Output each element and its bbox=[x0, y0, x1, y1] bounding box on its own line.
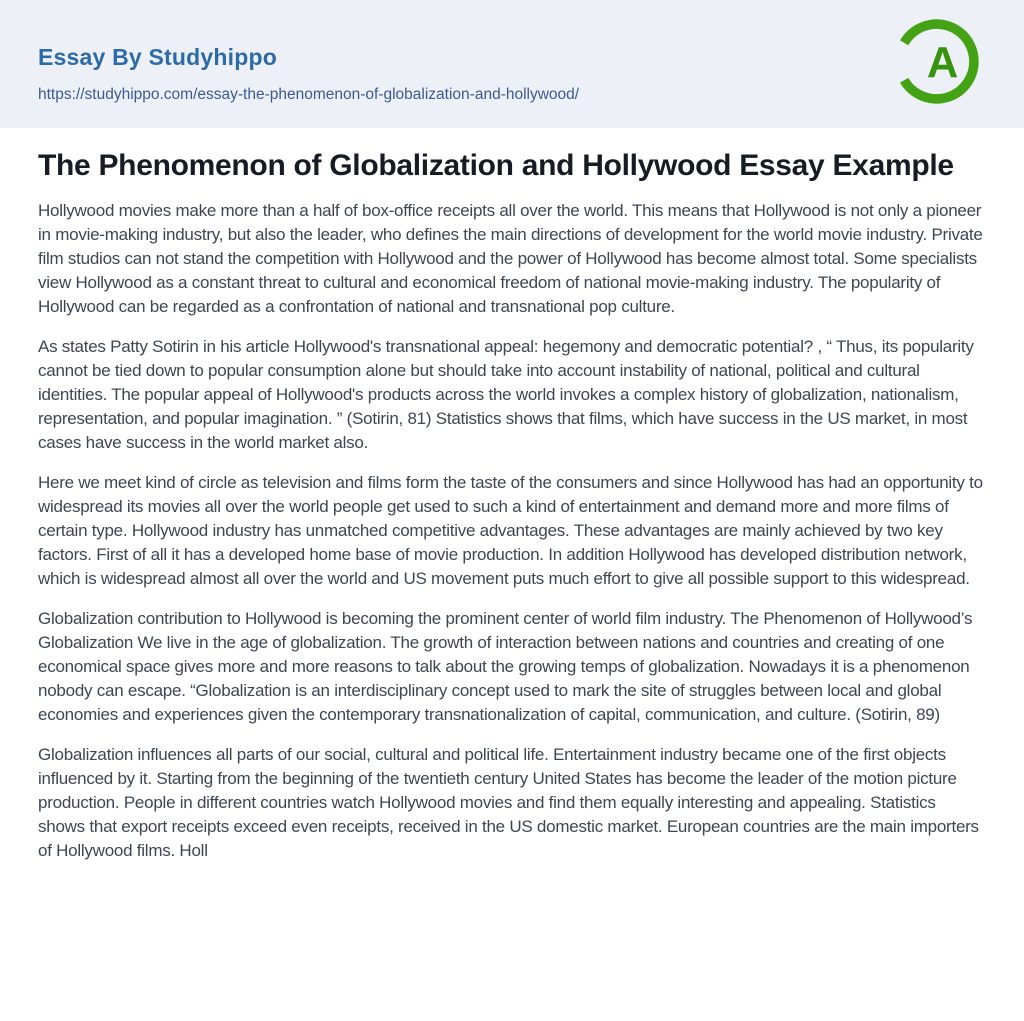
article-title: The Phenomenon of Globalization and Hollywood Essay Example bbox=[38, 149, 954, 182]
logo-letter: A bbox=[926, 39, 959, 88]
article-paragraph-3: Here we meet kind of circle as television and films form the taste of the consumers and since Hollywood has had an opportunity to widespread its movies all over the world people get used to such a kind of entertainment and demand more and more films of certain type. Hollywood industry has unmatched competitive advantages. These advantages are mainly achieved by two key factors. First of all it has a developed home base of movie production. In addition Hollywood has developed distribution network, which is widespread almost all over the world and US movement puts much effort to give all possible support to this widespread. bbox=[38, 473, 983, 588]
logo-arc-icon bbox=[893, 18, 980, 105]
header-title: Essay By Studyhippo bbox=[38, 44, 277, 70]
article-paragraph-1: Hollywood movies make more than a half of box-office receipts all over the world. This means that Hollywood is not only a pioneer in movie-making industry, but also the leader, who defines the main directions of development for the world movie industry. Private film studios can not stand the competition with Hollywood and the power of Hollywood has become almost total. Some specialists view Hollywood as a constant threat to cultural and economical freedom of national movie-making industry. The popularity of Hollywood can be regarded as a confrontation of national and transnational pop culture. bbox=[38, 201, 983, 316]
article-body bbox=[38, 199, 986, 863]
studyhippo-logo bbox=[893, 18, 980, 105]
source-url-link[interactable]: https://studyhippo.com/essay-the-phenomenon-of-globalization-and-hollywood/ bbox=[38, 86, 580, 103]
article-paragraph-2: As states Patty Sotirin in his article Hollywood's transnational appeal: hegemony and democratic potential? , “ Thus, its popularity cannot be tied down to popular consumption alone but should take into account instability of national, political and cultural identities. The popular appeal of Hollywood's products across the world invokes a complex history of globalization, nationalism, representation, and popular imagination. ” (Sotirin, 81) Statistics shows that films, which have success in the US market, in most cases have success in the world market also. bbox=[38, 337, 974, 452]
article-container bbox=[0, 148, 1024, 863]
article-paragraph-4: Globalization contribution to Hollywood is becoming the prominent center of world film industry. The Phenomenon of Hollywood’s Globalization We live in the age of globalization. The growth of interaction between nations and countries and creating of one economical space gives more and more reasons to talk about the growing temps of globalization. Nowadays it is a phenomenon nobody can escape. “Globalization is an interdisciplinary concept used to mark the site of struggles between local and global economies and experiences given the contemporary transnationalization of capital, communication, and culture. (Sotirin, 89) bbox=[38, 609, 973, 724]
header-band bbox=[0, 0, 1024, 128]
article-paragraph-5: Globalization influences all parts of our social, cultural and political life. Entertainment industry became one of the first objects influenced by it. Starting from the beginning of the twentieth century United States has become the leader of the motion picture production. People in different countries watch Hollywood movies and find them equally interesting and appealing. Statistics shows that export receipts exceed even receipts, received in the US domestic market. European countries are the main importers of Hollywood films. Holl bbox=[38, 745, 979, 860]
